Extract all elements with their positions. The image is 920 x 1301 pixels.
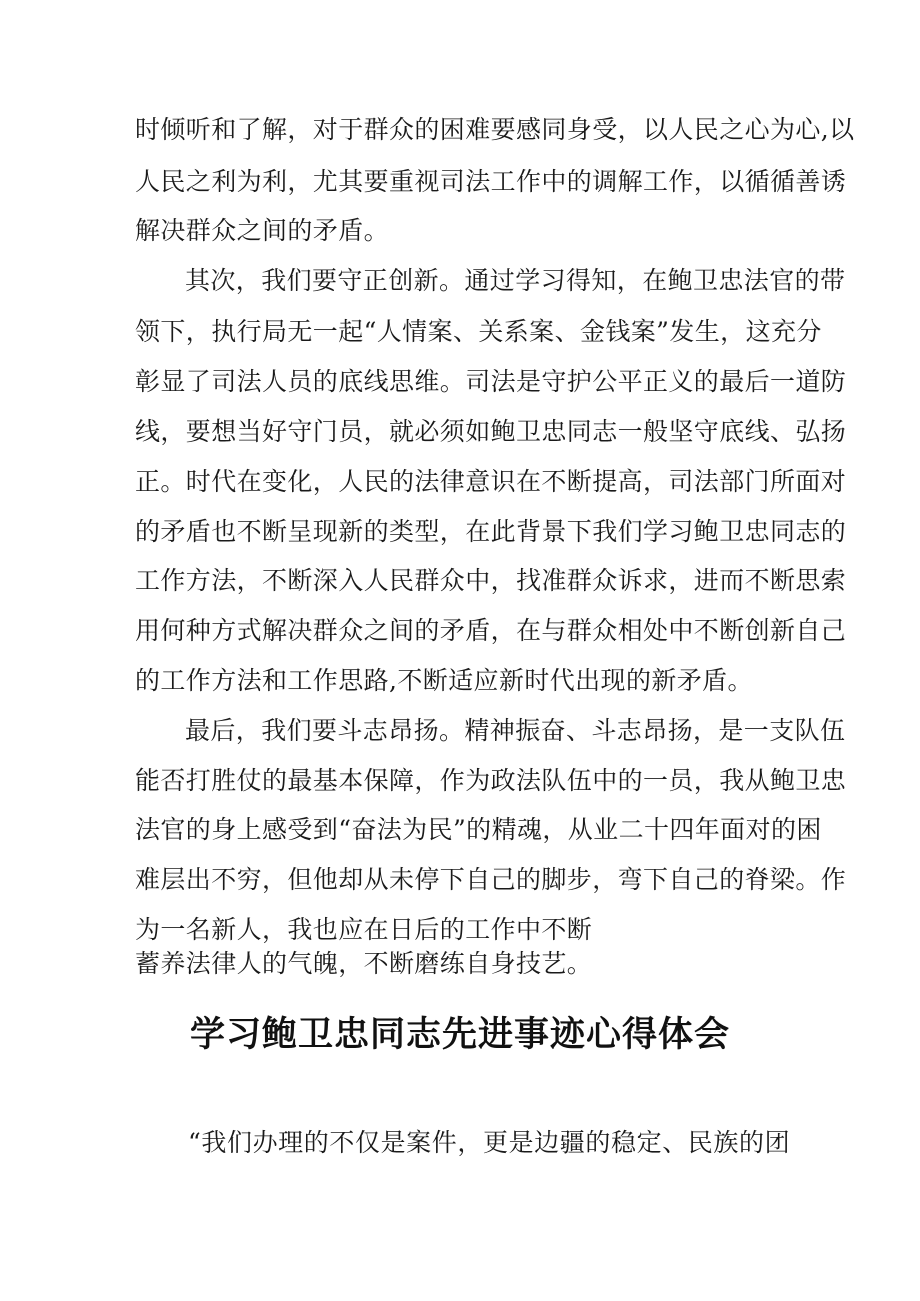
paragraph-line: 最后，我们要斗志昂扬。精神振奋、斗志昂扬，是一支队伍 (185, 716, 846, 745)
paragraph-line: “我们办理的不仅是案件，更是边疆的稳定、民族的团 (188, 1128, 790, 1157)
paragraph-line: 工作方法，不断深入人民群众中，找准群众诉求，进而不断思索 (135, 566, 847, 595)
paragraph-line: 的矛盾也不断呈现新的类型，在此背景下我们学习鲍卫忠同志的 (135, 517, 847, 546)
paragraph-line: 法官的身上感受到“奋法为民”的精魂，从业二十四年面对的困 (135, 815, 822, 844)
paragraph-line: 正。时代在变化，人民的法律意识在不断提高，司法部门所面对 (135, 467, 847, 496)
paragraph-line: 人民之利为利，尤其要重视司法工作中的调解工作，以循循善诱 (135, 167, 847, 196)
paragraph-line: 时倾听和了解，对于群众的困难要感同身受，以人民之心为心,以 (135, 115, 855, 144)
paragraph-line: 其次，我们要守正创新。通过学习得知，在鲍卫忠法官的带 (185, 266, 846, 295)
paragraph-line: 线，要想当好守门员，就必须如鲍卫忠同志一般坚守底线、弘扬 (135, 417, 847, 446)
paragraph-line: 的工作方法和工作思路,不断适应新时代出现的新矛盾。 (135, 666, 753, 695)
section-title: 学习鲍卫忠同志先进事迹心得体会 (189, 1015, 730, 1055)
paragraph-line: 彰显了司法人员的底线思维。司法是守护公平正义的最后一道防 (135, 367, 847, 396)
paragraph-line: 为一名新人，我也应在日后的工作中不断 (135, 915, 593, 944)
paragraph-line: 能否打胜仗的最基本保障，作为政法队伍中的一员，我从鲍卫忠 (135, 766, 847, 795)
paragraph-line: 蓄养法律人的气魄，不断磨练自身技艺。 (135, 949, 593, 978)
paragraph-line: 用何种方式解决群众之间的矛盾，在与群众相处中不断创新自己 (135, 616, 847, 645)
paragraph-line: 难层出不穷，但他却从未停下自己的脚步，弯下自己的脊梁。作 (135, 865, 847, 894)
paragraph-line: 解决群众之间的矛盾。 (135, 216, 390, 245)
paragraph-line: 领下，执行局无一起“人情案、关系案、金钱案”发生，这充分 (135, 317, 822, 346)
